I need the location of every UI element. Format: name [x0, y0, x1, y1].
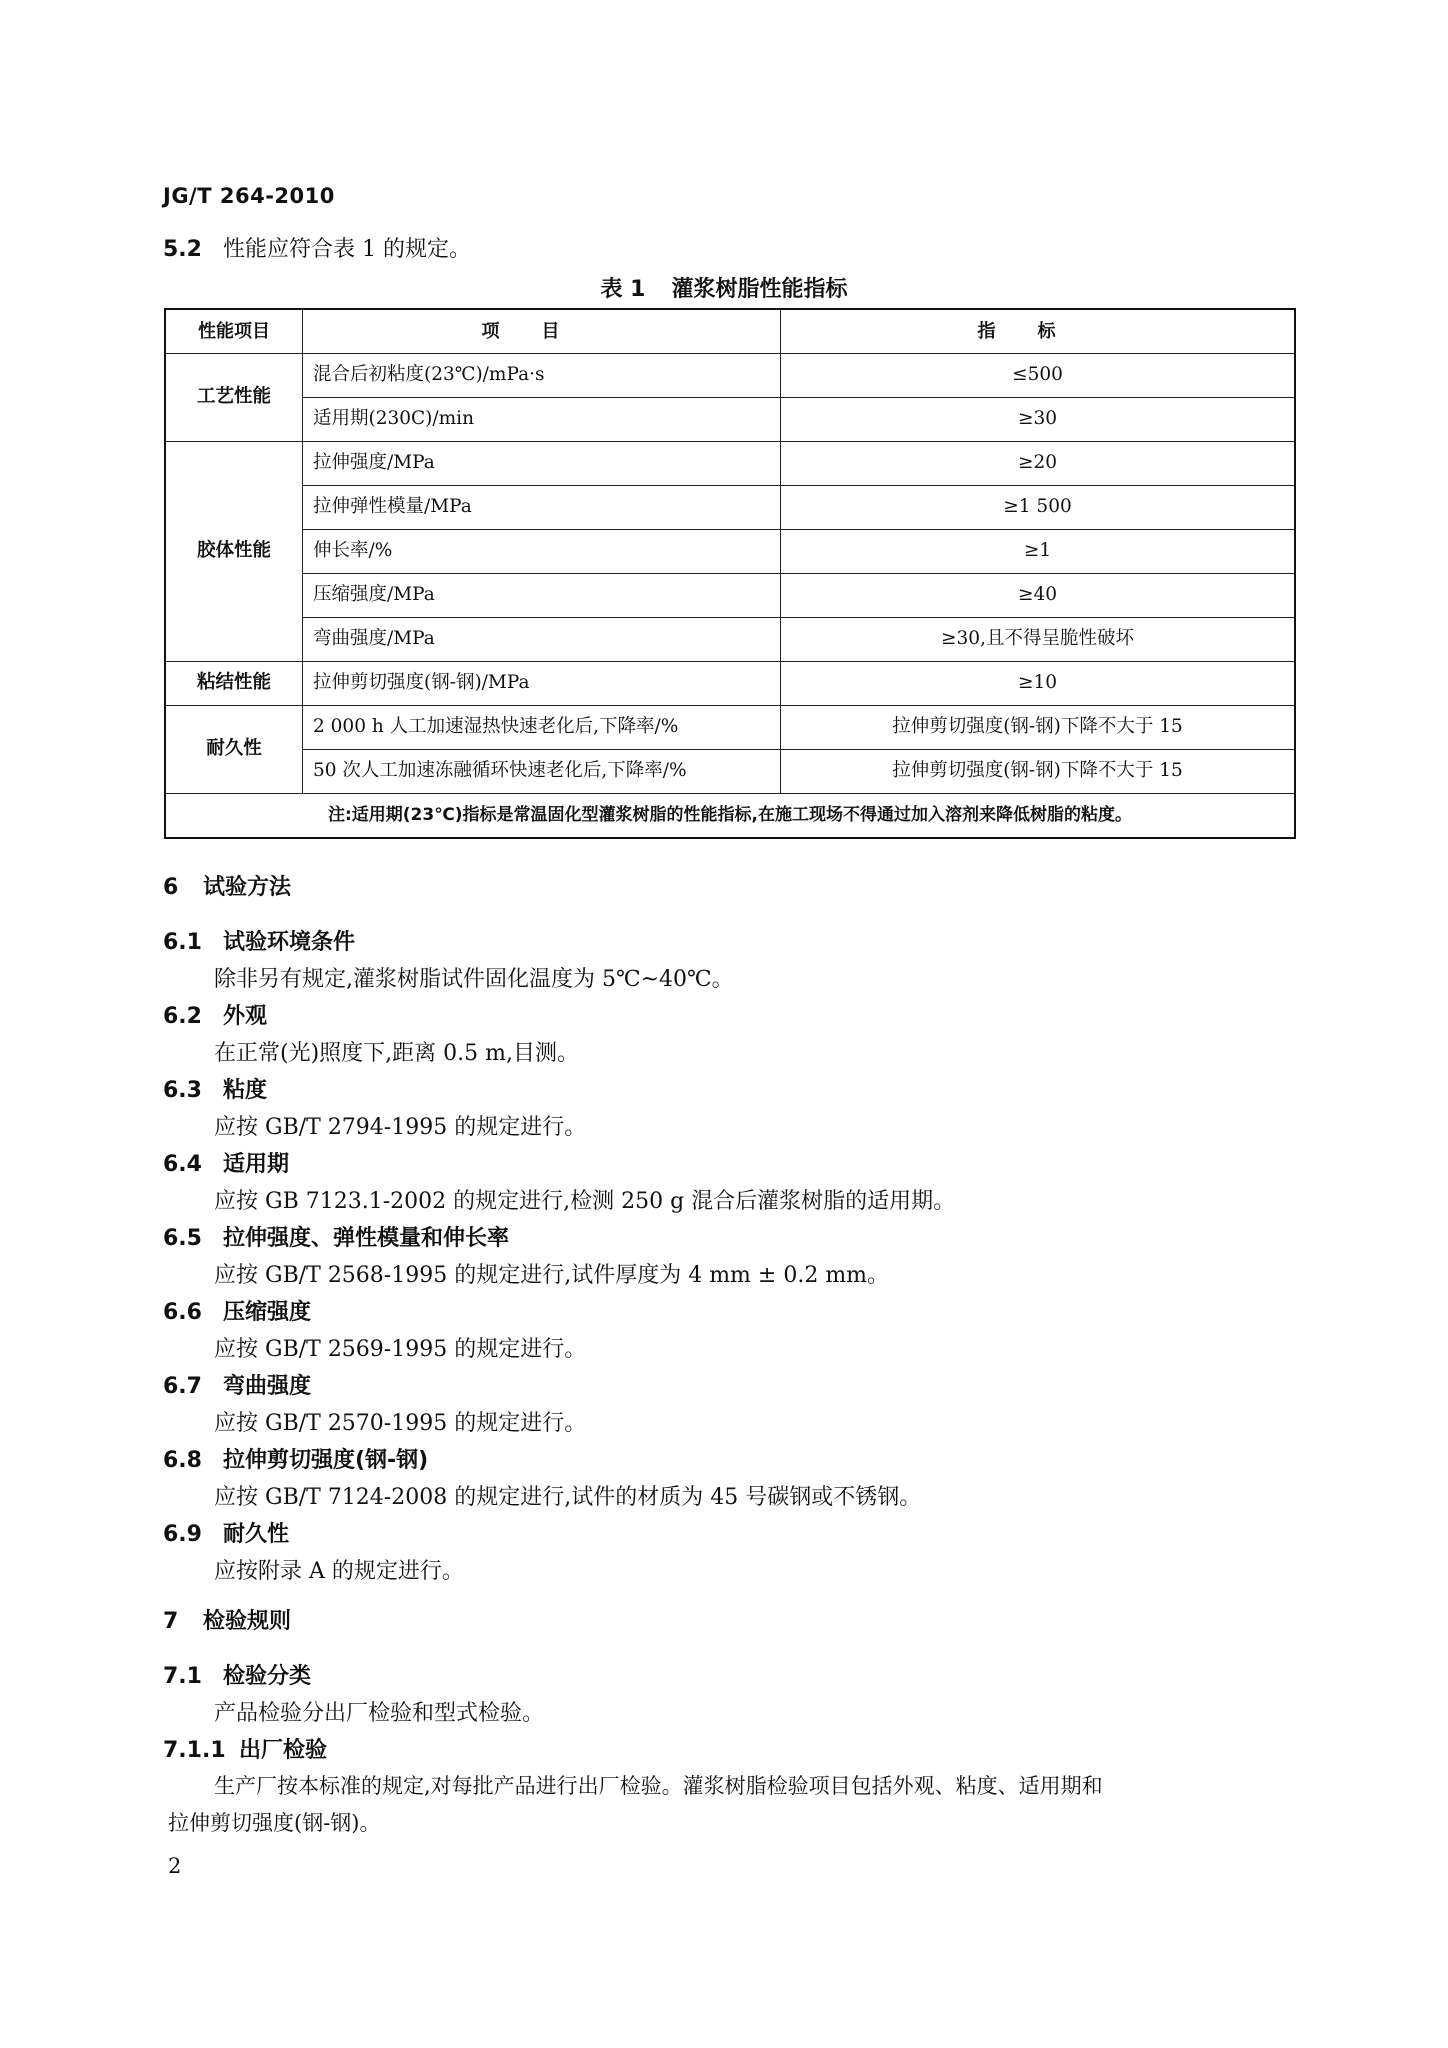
- table-header-row: [165, 309, 1295, 354]
- category-cell: 粘结性能: [165, 662, 303, 706]
- item-cell: 压缩强度/MPa: [303, 574, 781, 618]
- category-cell: 耐久性: [165, 706, 303, 794]
- clause-text: 性能应符合表 1 的规定。: [223, 237, 471, 262]
- clause-6-1-heading: [163, 925, 355, 956]
- clause-6-3-heading: [163, 1073, 267, 1104]
- item-cell: 拉伸剪切强度(钢-钢)/MPa: [303, 662, 781, 706]
- clause-6-4-heading: [163, 1147, 289, 1178]
- clause-6-8-text: 应按 GB/T 7124-2008 的规定进行,试件的材质为 45 号碳钢或不锈钢。: [214, 1485, 922, 1510]
- clause-7-1-heading: [163, 1659, 311, 1690]
- clause-6-1-text: 除非另有规定,灌浆树脂试件固化温度为 5℃~40℃。: [214, 967, 734, 992]
- table-row: [165, 618, 1295, 662]
- value-cell: ≥30,且不得呈脆性破坏: [781, 618, 1296, 662]
- category-cell: 工艺性能: [165, 354, 303, 442]
- clause-number: 5.2: [163, 237, 202, 262]
- clause-number: 6.9: [163, 1522, 202, 1547]
- value-cell: ≥30: [781, 398, 1296, 442]
- clause-number: 7.1.1: [163, 1738, 226, 1763]
- section-number: 7: [163, 1609, 179, 1634]
- clause-6-2-text: 在正常(光)照度下,距离 0.5 m,目测。: [214, 1041, 579, 1066]
- clause-number: 7.1: [163, 1664, 202, 1689]
- clause-7-1-1-heading: [163, 1733, 327, 1764]
- clause-title: 粘度: [223, 1078, 268, 1103]
- table-title: [0, 272, 1448, 303]
- item-cell: 2 000 h 人工加速湿热快速老化后,下降率/%: [303, 706, 781, 750]
- table-note-row: [165, 794, 1295, 839]
- section-title: 检验规则: [203, 1609, 292, 1634]
- clause-title: 压缩强度: [223, 1300, 312, 1325]
- clause-number: 6.1: [163, 930, 202, 955]
- clause-title: 适用期: [223, 1152, 290, 1177]
- clause-7-1-1-text-line-2: 拉伸剪切强度(钢-钢)。: [168, 1811, 381, 1835]
- clause-title: 检验分类: [223, 1664, 312, 1689]
- clause-6-2-heading: [163, 999, 267, 1030]
- section-6-heading: [163, 870, 291, 901]
- item-cell: 拉伸弹性模量/MPa: [303, 486, 781, 530]
- clause-6-6-heading: [163, 1295, 311, 1326]
- item-cell: 拉伸强度/MPa: [303, 442, 781, 486]
- item-cell: 弯曲强度/MPa: [303, 618, 781, 662]
- clause-title: 拉伸剪切强度(钢-钢): [223, 1448, 429, 1473]
- clause-6-9-heading: [163, 1517, 289, 1548]
- value-cell: ≥1 500: [781, 486, 1296, 530]
- clause-title: 弯曲强度: [223, 1374, 312, 1399]
- value-cell: 拉伸剪切强度(钢-钢)下降不大于 15: [781, 706, 1296, 750]
- clause-title: 拉伸强度、弹性模量和伸长率: [223, 1226, 510, 1251]
- table-row: [165, 706, 1295, 750]
- clause-title: 试验环境条件: [223, 930, 356, 955]
- category-cell: 胶体性能: [165, 442, 303, 662]
- value-cell: 拉伸剪切强度(钢-钢)下降不大于 15: [781, 750, 1296, 794]
- clause-6-5-text: 应按 GB/T 2568-1995 的规定进行,试件厚度为 4 mm ± 0.2 mm。: [214, 1263, 890, 1288]
- column-header: 项目: [303, 309, 781, 354]
- clause-number: 6.7: [163, 1374, 202, 1399]
- table-row: [165, 662, 1295, 706]
- section-7-heading: [163, 1604, 291, 1635]
- clause-6-4-text: 应按 GB 7123.1-2002 的规定进行,检测 250 g 混合后灌浆树脂的适用期。: [214, 1189, 956, 1214]
- table-row: [165, 398, 1295, 442]
- clause-6-7-text: 应按 GB/T 2570-1995 的规定进行。: [214, 1411, 587, 1436]
- item-cell: 适用期(230C)/min: [303, 398, 781, 442]
- clause-title: 出厂检验: [239, 1738, 328, 1763]
- clause-6-7-heading: [163, 1369, 311, 1400]
- clause-number: 6.4: [163, 1152, 202, 1177]
- clause-6-9-text: 应按附录 A 的规定进行。: [214, 1559, 464, 1584]
- clause-number: 6.2: [163, 1004, 202, 1029]
- clause-number: 6.3: [163, 1078, 202, 1103]
- section-number: 6: [163, 875, 179, 900]
- value-cell: ≤500: [781, 354, 1296, 398]
- clause-number: 6.5: [163, 1226, 202, 1251]
- value-cell: ≥10: [781, 662, 1296, 706]
- item-cell: 混合后初粘度(23℃)/mPa·s: [303, 354, 781, 398]
- table-row: [165, 574, 1295, 618]
- table-row: [165, 530, 1295, 574]
- value-cell: ≥20: [781, 442, 1296, 486]
- table-row: [165, 750, 1295, 794]
- table-row: [165, 486, 1295, 530]
- clause-6-8-heading: [163, 1443, 428, 1474]
- performance-table: [164, 308, 1296, 839]
- value-cell: ≥1: [781, 530, 1296, 574]
- clause-6-3-text: 应按 GB/T 2794-1995 的规定进行。: [214, 1115, 587, 1140]
- clause-5-2: [163, 232, 471, 263]
- item-cell: 50 次人工加速冻融循环快速老化后,下降率/%: [303, 750, 781, 794]
- column-header: 指标: [781, 309, 1296, 354]
- clause-number: 6.6: [163, 1300, 202, 1325]
- clause-number: 6.8: [163, 1448, 202, 1473]
- clause-6-6-text: 应按 GB/T 2569-1995 的规定进行。: [214, 1337, 587, 1362]
- table-note: 注:适用期(23℃)指标是常温固化型灌浆树脂的性能指标,在施工现场不得通过加入溶剂来降低树脂的粘度。: [165, 794, 1295, 839]
- clause-7-1-text: 产品检验分出厂检验和型式检验。: [214, 1701, 545, 1726]
- item-cell: 伸长率/%: [303, 530, 781, 574]
- table-caption: 灌浆树脂性能指标: [671, 277, 848, 302]
- clause-6-5-heading: [163, 1221, 509, 1252]
- column-header: 性能项目: [165, 309, 303, 354]
- section-title: 试验方法: [203, 875, 292, 900]
- value-cell: ≥40: [781, 574, 1296, 618]
- clause-title: 耐久性: [223, 1522, 290, 1547]
- document-id: JG/T 264-2010: [163, 184, 335, 208]
- table-number: 表 1: [600, 277, 646, 302]
- clause-title: 外观: [223, 1004, 268, 1029]
- page-number: 2: [168, 1854, 182, 1878]
- clause-7-1-1-text-line-1: 生产厂按本标准的规定,对每批产品进行出厂检验。灌浆树脂检验项目包括外观、粘度、适用期和: [214, 1774, 1103, 1798]
- table-row: [165, 354, 1295, 398]
- table-row: [165, 442, 1295, 486]
